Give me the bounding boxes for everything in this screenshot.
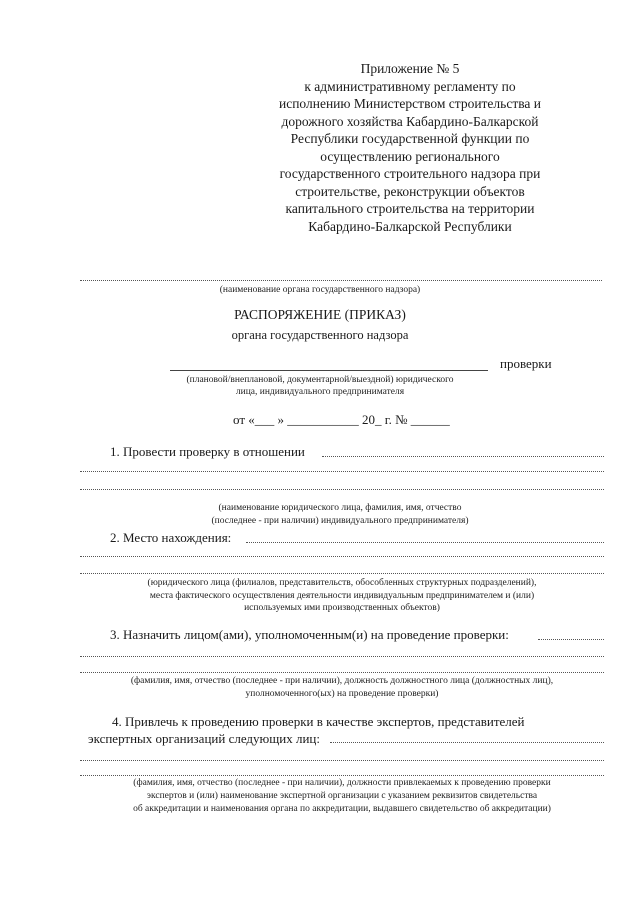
item3-line-3[interactable] [80,672,604,673]
appendix-line: капитального строительства на территории [285,201,535,216]
item2-line-1[interactable] [246,542,604,543]
appendix-line: Кабардино-Балкарской Республики [308,218,512,234]
item4-line-2[interactable] [80,760,604,761]
item3-line-2[interactable] [80,656,604,657]
item3-line-1[interactable] [538,639,604,640]
item1-line-2[interactable] [80,471,604,472]
item3-caption-1: (фамилия, имя, отчество (последнее - при наличии), должность должностного лица (должностных лиц), [130,676,554,686]
inspection-type-line[interactable] [170,370,488,371]
inspection-caption-2: лица, индивидуального предпринимателя [235,387,405,397]
item2-line-3[interactable] [80,573,604,574]
appendix-line: исполнению Министерством строительства и [278,96,542,111]
appendix-line: Республики государственной функции по [290,131,530,146]
inspection-word: проверки [500,356,552,371]
item2-line-2[interactable] [80,556,604,557]
item1-caption-2: (последнее - при наличии) индивидуального предпринимателя) [211,516,469,526]
item4-line-3[interactable] [80,775,604,776]
appendix-line: к административному регламенту по [304,78,516,94]
item4-caption-2: экспертов и (или) наименование экспертной организации с указанием реквизитов свидетельства [146,791,538,801]
appendix-line: Приложение № 5 [360,61,460,76]
item3-caption-2: уполномоченного(ых) на проведение проверки) [245,689,439,699]
date-number-line: от «___ » ___________ 20_ г. № ______ [233,412,450,427]
item1-line-3[interactable] [80,489,604,490]
org-name-line[interactable] [80,280,602,281]
item1-line-1[interactable] [322,456,604,457]
inspection-caption-1: (плановой/внеплановой, документарной/выездной) юридического [186,375,454,385]
appendix-line: осуществлению регионального [320,148,500,164]
document-subtitle: органа государственного надзора [231,328,409,342]
item2-caption-3: используемых ими производственных объектов) [244,603,440,613]
item4-line-1[interactable] [330,742,604,743]
item2-caption-2: места фактического осуществления деятельности индивидуальным предпринимателем и (или) [149,591,535,601]
org-caption: (наименование органа государственного надзора) [219,285,421,295]
appendix-header [240,60,580,235]
item2-caption-1: (юридического лица (филиалов, представительств, обособленных структурных подразделений), [147,578,537,588]
item3-label: 3. Назначить лицом(ами), уполномоченным(и) на проведение проверки: [110,627,509,642]
item4-caption-3: об аккредитации и наименования органа по аккредитации, выдавшего свидетельство об аккредитации) [133,804,551,814]
item4-caption-1: (фамилия, имя, отчество (последнее - при наличии), должности привлекаемых к проведению проверки [133,778,551,788]
appendix-line: строительстве, реконструкции объектов [295,183,525,199]
item1-caption-1: (наименование юридического лица, фамилия, имя, отчество [218,503,462,513]
item4-label-2: экспертных организаций следующих лиц: [88,731,320,746]
item4-label-1: 4. Привлечь к проведению проверки в качестве экспертов, представителей [112,714,525,729]
item2-label: 2. Место нахождения: [110,530,232,545]
appendix-line: дорожного хозяйства Кабардино-Балкарской [281,113,539,129]
item1-label: 1. Провести проверку в отношении [110,444,305,459]
appendix-line: государственного строительного надзора при [279,166,541,181]
document-title: РАСПОРЯЖЕНИЕ (ПРИКАЗ) [234,307,406,322]
